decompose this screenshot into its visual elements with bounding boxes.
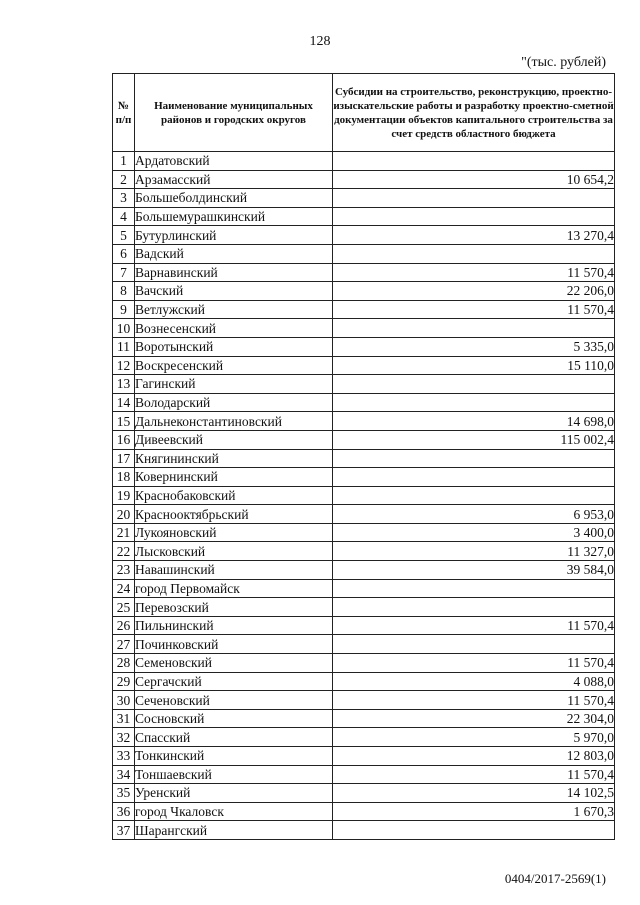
district-name: Арзамасский: [135, 170, 333, 189]
subsidy-value: 13 270,4: [333, 226, 615, 245]
column-header-value: Субсидии на строительство, реконструкцию, проектно-изыскательские работы и разработку проектно-сметной документации объектов капитального строительства за счет средств областного бюджета: [333, 74, 615, 152]
row-number: 6: [113, 244, 135, 263]
district-name: Княгининский: [135, 449, 333, 468]
table-row: [113, 486, 615, 505]
table-row: [113, 152, 615, 171]
table-row: [113, 468, 615, 487]
table-row: [113, 542, 615, 561]
table-row: [113, 821, 615, 840]
row-number: 14: [113, 393, 135, 412]
row-number: 35: [113, 784, 135, 803]
row-number: 16: [113, 430, 135, 449]
subsidy-value: 15 110,0: [333, 356, 615, 375]
row-number: 3: [113, 189, 135, 208]
row-number: 13: [113, 375, 135, 394]
district-name: Воскресенский: [135, 356, 333, 375]
table-row: [113, 635, 615, 654]
district-name: Краснооктябрьский: [135, 505, 333, 524]
row-number: 36: [113, 802, 135, 821]
district-name: Лысковский: [135, 542, 333, 561]
table-row: [113, 616, 615, 635]
row-number: 21: [113, 523, 135, 542]
table-row: [113, 412, 615, 431]
subsidy-value: 11 570,4: [333, 263, 615, 282]
row-number: 1: [113, 152, 135, 171]
district-name: Починковский: [135, 635, 333, 654]
row-number: 12: [113, 356, 135, 375]
table-row: [113, 784, 615, 803]
subsidy-value: [333, 375, 615, 394]
table-row: [113, 430, 615, 449]
district-name: Вачский: [135, 282, 333, 301]
subsidy-value: 11 570,4: [333, 765, 615, 784]
subsidy-value: [333, 486, 615, 505]
table-row: [113, 282, 615, 301]
table-row: [113, 207, 615, 226]
district-name: Дивеевский: [135, 430, 333, 449]
district-name: Тонкинский: [135, 747, 333, 766]
district-name: Бутурлинский: [135, 226, 333, 245]
subsidy-value: 14 102,5: [333, 784, 615, 803]
document-code: 0404/2017-2569(1): [504, 871, 606, 886]
district-name: Пильнинский: [135, 616, 333, 635]
subsidy-value: [333, 635, 615, 654]
district-name: Володарский: [135, 393, 333, 412]
subsidy-value: [333, 152, 615, 171]
subsidy-value: [333, 244, 615, 263]
district-name: Уренский: [135, 784, 333, 803]
table-row: [113, 654, 615, 673]
district-name: Дальнеконстантиновский: [135, 412, 333, 431]
subsidy-value: [333, 449, 615, 468]
row-number: 28: [113, 654, 135, 673]
table-row: [113, 189, 615, 208]
district-name: Шарангский: [135, 821, 333, 840]
row-number: 25: [113, 598, 135, 617]
table-row: [113, 709, 615, 728]
row-number: 29: [113, 672, 135, 691]
subsidy-value: [333, 468, 615, 487]
row-number: 2: [113, 170, 135, 189]
subsidy-value: 115 002,4: [333, 430, 615, 449]
row-number: 7: [113, 263, 135, 282]
table-row: [113, 337, 615, 356]
row-number: 9: [113, 300, 135, 319]
subsidy-value: 6 953,0: [333, 505, 615, 524]
subsidy-value: [333, 207, 615, 226]
district-name: Навашинский: [135, 561, 333, 580]
column-header-name: Наименование муниципальных районов и городских округов: [135, 74, 333, 152]
subsidies-table: [112, 73, 615, 840]
table-row: [113, 263, 615, 282]
row-number: 34: [113, 765, 135, 784]
district-name: Тоншаевский: [135, 765, 333, 784]
row-number: 30: [113, 691, 135, 710]
subsidy-value: 10 654,2: [333, 170, 615, 189]
row-number: 5: [113, 226, 135, 245]
district-name: Большемурашкинский: [135, 207, 333, 226]
table-row: [113, 226, 615, 245]
table-body: [113, 152, 615, 840]
row-number: 8: [113, 282, 135, 301]
subsidy-value: [333, 393, 615, 412]
subsidy-value: 11 570,4: [333, 691, 615, 710]
table-row: [113, 244, 615, 263]
subsidy-value: 11 570,4: [333, 300, 615, 319]
row-number: 26: [113, 616, 135, 635]
subsidy-value: 39 584,0: [333, 561, 615, 580]
row-number: 11: [113, 337, 135, 356]
subsidy-value: 22 206,0: [333, 282, 615, 301]
district-name: Краснобаковский: [135, 486, 333, 505]
district-name: Большеболдинский: [135, 189, 333, 208]
table-row: [113, 375, 615, 394]
row-number: 19: [113, 486, 135, 505]
district-name: Сеченовский: [135, 691, 333, 710]
row-number: 37: [113, 821, 135, 840]
subsidy-value: 11 570,4: [333, 654, 615, 673]
subsidy-value: 3 400,0: [333, 523, 615, 542]
units-label: "(тыс. рублей): [521, 55, 606, 70]
district-name: Варнавинский: [135, 263, 333, 282]
district-name: Ветлужский: [135, 300, 333, 319]
column-header-num: № п/п: [113, 74, 135, 152]
table-row: [113, 449, 615, 468]
district-name: Семеновский: [135, 654, 333, 673]
row-number: 20: [113, 505, 135, 524]
district-name: Лукояновский: [135, 523, 333, 542]
row-number: 32: [113, 728, 135, 747]
subsidy-value: [333, 598, 615, 617]
table-row: [113, 691, 615, 710]
table-row: [113, 523, 615, 542]
district-name: Вадский: [135, 244, 333, 263]
district-name: Сергачский: [135, 672, 333, 691]
subsidy-value: 11 570,4: [333, 616, 615, 635]
row-number: 15: [113, 412, 135, 431]
page-number: 128: [309, 34, 331, 49]
district-name: Спасский: [135, 728, 333, 747]
subsidy-value: 12 803,0: [333, 747, 615, 766]
table-row: [113, 170, 615, 189]
district-name: Ардатовский: [135, 152, 333, 171]
table-row: [113, 765, 615, 784]
subsidy-value: 5 335,0: [333, 337, 615, 356]
district-name: Перевозский: [135, 598, 333, 617]
row-number: 4: [113, 207, 135, 226]
subsidy-value: [333, 579, 615, 598]
district-name: Сосновский: [135, 709, 333, 728]
subsidy-value: [333, 189, 615, 208]
row-number: 10: [113, 319, 135, 338]
district-name: Ковернинский: [135, 468, 333, 487]
district-name: Воротынский: [135, 337, 333, 356]
table-row: [113, 356, 615, 375]
subsidy-value: 4 088,0: [333, 672, 615, 691]
row-number: 27: [113, 635, 135, 654]
district-name: город Первомайск: [135, 579, 333, 598]
table-row: [113, 319, 615, 338]
district-name: Вознесенский: [135, 319, 333, 338]
subsidy-value: 5 970,0: [333, 728, 615, 747]
subsidy-value: 11 327,0: [333, 542, 615, 561]
table-row: [113, 802, 615, 821]
table-row: [113, 300, 615, 319]
table-row: [113, 505, 615, 524]
row-number: 31: [113, 709, 135, 728]
table-row: [113, 728, 615, 747]
subsidy-value: 22 304,0: [333, 709, 615, 728]
row-number: 22: [113, 542, 135, 561]
row-number: 18: [113, 468, 135, 487]
district-name: город Чкаловск: [135, 802, 333, 821]
district-name: Гагинский: [135, 375, 333, 394]
subsidy-value: [333, 319, 615, 338]
subsidy-value: 14 698,0: [333, 412, 615, 431]
subsidy-value: 1 670,3: [333, 802, 615, 821]
row-number: 17: [113, 449, 135, 468]
table-row: [113, 598, 615, 617]
row-number: 24: [113, 579, 135, 598]
table-row: [113, 561, 615, 580]
table-row: [113, 747, 615, 766]
subsidy-value: [333, 821, 615, 840]
table-header-row: [113, 74, 615, 152]
table-row: [113, 393, 615, 412]
row-number: 23: [113, 561, 135, 580]
row-number: 33: [113, 747, 135, 766]
table-row: [113, 579, 615, 598]
table-row: [113, 672, 615, 691]
